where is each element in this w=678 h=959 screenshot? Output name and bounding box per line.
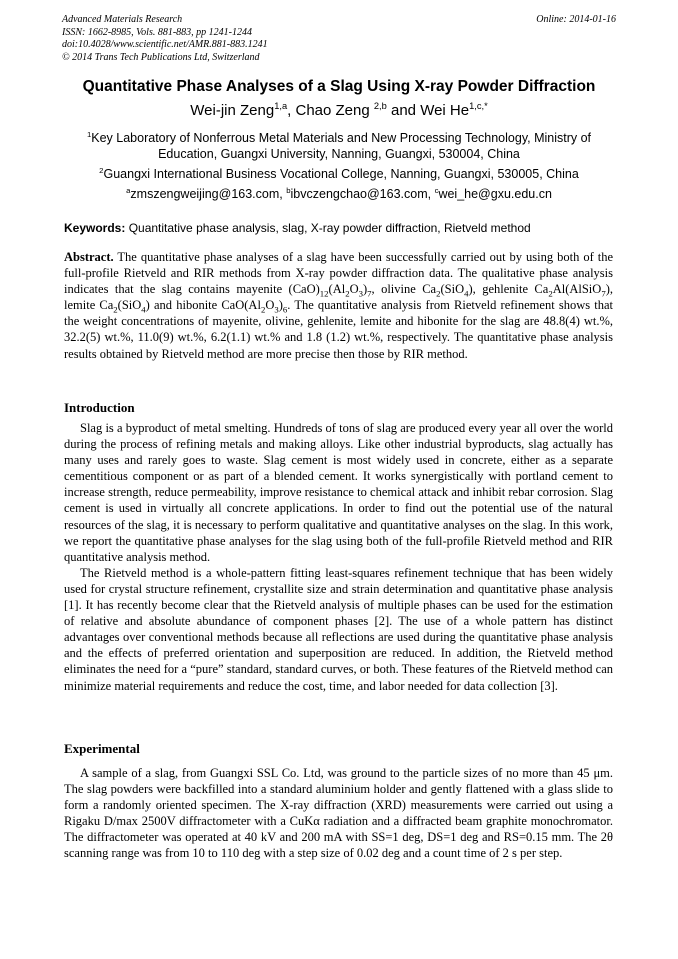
author-name: Wei-jin Zeng [190,102,275,119]
subscript: 3 [358,288,363,299]
subscript: 2 [113,304,118,315]
abstract-text: (Al [328,282,346,297]
affiliation-text: Key Laboratory of Nonferrous Metal Materials and New Processing Technology, Ministry of [91,131,592,145]
paper-title: Quantitative Phase Analyses of a Slag Using X-ray Powder Diffraction [82,78,596,95]
author-name: Chao Zeng [295,102,374,119]
section-heading-experimental: Experimental [64,741,140,756]
author-name: Wei He [420,102,470,119]
introduction-body [64,420,613,694]
experimental-body [64,765,613,862]
abstract-text: . The quantitative analysis from Rietveld refinement shows that the weight concentrations of mayenite, olivine, gehlenite, lemite and hibonite for the slag are 48.8(4) wt.%, 32.2(5) wt.%, 11.0(9) wt.%, 6.2(1.1) wt.% and 1.8 (1.2) wt.%, respectively. The quantitative phase analysis results obtained by Rietveld method are more precise then those by RIR method. [64,298,614,361]
abstract-text: ) [363,282,368,297]
affiliation-2 [70,166,608,182]
abstract-text: (SiO [440,282,465,297]
abstract-text: , olivine Ca [371,282,437,297]
paragraph: A sample of a slag, from Guangxi SSL Co. Ltd, was ground to the particle sizes of no more than 45 μm. The slag powders were backfilled into a standard aluminium holder and gently flattened with a glass slide to form a randomly oriented specimen. The X-ray diffraction (XRD) measurements were carried out using a Rigaku D/max 2500V diffractometer with a CuKα radiation and a diffracted beam graphite monochromator. The diffractometer was operated at 40 kV and 200 mA with SS=1 deg, DS=1 deg and RS=0.15 mm. The 2θ scanning range was from 10 to 110 deg with a step size of 0.02 deg and a count time of 2 s per step. [64,766,613,861]
keywords [64,221,614,235]
abstract-text: O [265,298,275,313]
email-mark: a [126,185,131,195]
abstract [64,249,613,362]
author-affiliation-mark: 1,a [274,101,288,111]
issn-line: ISSN: 1662-8985, Vols. 881-883, pp 1241-1244 [62,26,252,38]
keywords-text: Quantitative phase analysis, slag, X-ray powder diffraction, Rietveld method [125,221,531,235]
abstract-text: ) [278,298,283,313]
copyright-line: © 2014 Trans Tech Publications Ltd, Switzerland [62,51,260,63]
author-separator: and [386,102,421,119]
affiliation-text: Guangxi International Business Vocational College, Nanning, Guangxi, 530005, China [103,167,579,181]
author-line [40,102,638,119]
email-address[interactable]: wei_he@gxu.edu.cn [438,187,552,201]
doi-line: doi:10.4028/www.scientific.net/AMR.881-883.1241 [62,39,268,50]
paragraph: Slag is a byproduct of metal smelting. Hundreds of tons of slag are produced every year all over the world during the process of refining metals and making alloys. Like other industrial byproducts, slag actually has many uses and rarely goes to waste. Slag cement is most widely used in concrete, either as a separate cementitious component or as part of a blended cement. It works synergistically with portland cement to increase strength, reduce permeability, improve resistance to chemical attack and inhibit rebar corrosion. Slag cement is used in virtually all concrete applications. In order to find out the potential use of the natural resources of the slag, it is necessary to perform qualitative and quantitative analyses on the slag. In this work, we report the quantitative phase analyses for the slag using both of the full-profile Rietveld method and RIR quantitative analysis method. [64,421,613,564]
journal-name: Advanced Materials Research [62,14,183,25]
abstract-text: Al(AlSiO [552,282,602,297]
paragraph: The Rietveld method is a whole-pattern fitting least-squares refinement technique that has been widely used for crystal structure refinement, crystallite size and strain determination and quantitative phase analysis [1]. It has recently become clear that the Rietveld analysis of multiple phases can be used for the estimation of relative and absolute abundance of component phases [2]. The use of a whole pattern has distinct advantages over conventional methods because all reflections are used during the quantitative phase analysis and the effects of preferred orientation and superposition are reduced. In addition, the Rietveld method eliminates the need for a “pure” standard, standard curves, or both. These features of the Rietveld method can minimize material requirements and reduce the cost, time, and labor needed for data collection [3]. [64,565,613,693]
author-affiliation-mark: 2,b [373,101,387,111]
abstract-text: O [349,282,359,297]
author-affiliation-mark: 1,c,* [469,101,488,111]
subscript: 6 [282,304,288,315]
affiliation-mark: 2 [99,165,104,175]
subscript: 7 [367,288,372,299]
email-address[interactable]: ibvczengchao@163.com, [290,187,435,201]
abstract-label: Abstract. [64,250,114,264]
abstract-text: (SiO [117,298,142,313]
email-mark: b [286,185,291,195]
subscript: 4 [464,288,469,299]
journal-header [62,14,268,64]
email-mark: c [434,185,439,195]
subscript: 12 [319,288,329,299]
subscript: 2 [260,304,266,315]
abstract-text: The quantitative phase analyses of a slag have been successfully carried out by using both of the full-profile Rietveld and RIR methods from X-ray powder diffraction data. The qualitative phase analysis indicates that the slag contains mayenite (CaO) [64,250,613,297]
abstract-text: ), gehlenite Ca [468,282,549,297]
subscript: 4 [141,304,146,315]
affiliation-1 [70,130,608,162]
subscript: 3 [274,304,279,315]
email-line [60,187,618,201]
abstract-text: ), lemite Ca [64,282,613,313]
abstract-text: ) and hibonite CaO(Al [145,298,261,313]
author-separator: , [287,102,296,119]
affiliation-mark: 1 [86,129,92,139]
affiliation-text: Education, Guangxi University, Nanning, Guangxi, 530004, China [158,147,520,161]
subscript: 2 [436,288,441,299]
subscript: 7 [601,288,606,299]
online-date: Online: 2014-01-16 [536,14,616,25]
section-heading-introduction: Introduction [64,400,135,415]
keywords-label: Keywords: [64,221,126,235]
email-address[interactable]: zmszengweijing@163.com, [130,187,287,201]
subscript: 2 [548,288,553,299]
subscript: 2 [345,288,350,299]
